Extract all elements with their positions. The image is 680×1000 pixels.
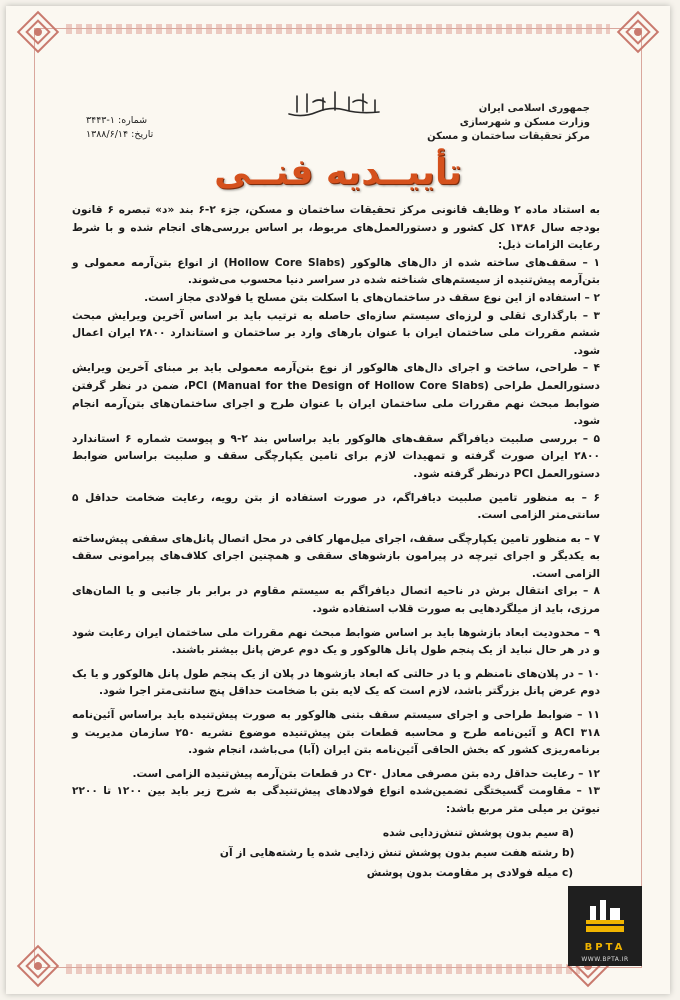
- clause-1: ۱ – سقف‌های ساخته شده از دال‌های هالوکور (Hollow Core Slabs) از انواع بتن‌آرمه معمولی و بتن‌آرمه پیش‌تنیده از سیستم‌های شناخته شده در سراسر دنیا محسوب می‌شوند.: [72, 256, 600, 287]
- org-line-3: مرکز تحقیقات ساختمان و مسکن: [427, 131, 590, 142]
- number-value: ۱-۳۴۴۳: [86, 115, 115, 126]
- list-item: [72, 843, 576, 863]
- bpta-logo[interactable]: [568, 886, 642, 966]
- organization-block: [427, 102, 590, 144]
- page-title: تأییــدیه فنــی: [214, 152, 462, 193]
- clause-3: ۳ – بارگذاری ثقلی و لرزه‌ای سیستم سازه‌ای حاصله به ترتیب باید بر اساس آخرین ویرایش مبحث ششم مقررات ملی ساختمان ایران با عنوان بارهای وارد بر ساختمان و استاندارد ۲۸۰۰ ایران اعمال شود.: [72, 309, 600, 357]
- list-letter: a): [562, 826, 574, 839]
- list-text: سیم بدون پوشش تنش‌زدایی شده: [382, 826, 559, 839]
- list-item: [72, 823, 576, 843]
- basmala-calligraphy-icon: [283, 88, 393, 122]
- list-item: [72, 863, 576, 883]
- clause-12: ۱۲ – رعایت حداقل رده بتن مصرفی معادل C۳۰ در قطعات بتن‌آرمه پیش‌تنیده الزامی است.: [132, 767, 600, 780]
- reference-block: [86, 114, 153, 142]
- document-page: [6, 6, 670, 994]
- org-line-2: وزارت مسکن و شهرسازی: [459, 117, 590, 128]
- steel-types-list: [72, 823, 576, 883]
- clause-8: ۸ – برای انتقال برش در ناحیه اتصال دیافراگم به سیستم مقاوم در برابر بار جانبی و یا المان‌های مرزی، باید از میلگردهایی به صورت قلاب استفاده شود.: [72, 585, 600, 616]
- clause-13: ۱۳ – مقاومت گسیختگی تضمین‌شده انواع فولادهای پیش‌تنیدگی به شرح زیر باید بین ۱۲۰۰ تا ۲۲۰۰ نیوتن بر میلی متر مربع باشد:: [72, 785, 600, 815]
- clause-7: ۷ – به منظور تامین یکپارچگی سقف، اجرای میل‌مهار کافی در محل اتصال پانل‌های سقفی پیش‌ساخته به یکدیگر و اجرای تیرچه در پیرامون بازشوهای سقفی و همچنین اجرای کلاف‌های پیرامونی سقف الزامی است.: [72, 532, 600, 580]
- corner-ornament-icon: [14, 942, 62, 990]
- document-body: [72, 202, 600, 883]
- logo-name: BPTA: [584, 942, 626, 953]
- list-text: رشته هفت سیم بدون پوشش تنش زدایی شده یا رشته‌هایی از آن: [219, 846, 559, 859]
- bpta-logo-icon: [582, 894, 628, 940]
- clause-9: ۹ – محدودیت ابعاد بازشوها باید بر اساس ضوابط مبحث نهم مقررات ملی ساختمان ایران رعایت شود و در هر حال نباید از یک پنجم طول پانل هالوکور و یک دوم عرض پانل بیشتر باشند.: [72, 626, 600, 657]
- list-letter: c): [562, 866, 574, 879]
- date-label: تاریخ:: [131, 129, 154, 140]
- clause-4: ۴ – طراحی، ساخت و اجرای دال‌های هالوکور از نوع بتن‌آرمه معمولی باید بر مبنای آخرین ویرایش دستورالعمل طراحی PCI (Manual for the Design of Hollow Core Slabs)، ضمن در نظر گرفتن ضوابط مبحث نهم مقررات ملی ساختمان ایران با عنوان طرح و اجرای ساختمان‌های بتن‌آرمه انجام شود.: [72, 362, 600, 428]
- corner-ornament-icon: [14, 8, 62, 56]
- clause-10: ۱۰ – در پلان‌های نامنظم و یا در حالتی که ابعاد بازشوها در پلان از یک پنجم طول پانل هالوکور و یا یک دوم عرض پانل بزرگتر باشد، لازم است که یک لایه بتن با ضخامت حداقل پنج سانتی‌متر اجرا شود.: [72, 667, 600, 698]
- letterhead: [46, 84, 630, 204]
- list-letter: b): [562, 846, 575, 859]
- clause-5: ۵ – بررسی صلبیت دیافراگم سقف‌های هالوکور باید براساس بند ۲-۹ و پیوست شماره ۶ استاندارد ۲۸۰۰ ایران صورت گرفته و تمهیدات لازم برای تامین یکپارچگی سقف و صلبیت براساس ضوابط دستورالعمل PCI درنظر گرفته شود.: [72, 432, 600, 480]
- clause-11: ۱۱ – ضوابط طراحی و اجرای سیستم سقف بتنی هالوکور به صورت پیش‌تنیده باید براساس آئین‌نامه ACI ۳۱۸ و آئین‌نامه طرح و محاسبه قطعات بتن پیش‌تنیده موضوع نشریه ۲۵۰ سازمان مدیریت و برنامه‌ریزی کشور که بخش الحاقی آئین‌نامه بتن ایران (آبا) می‌باشد، انجام شود.: [72, 709, 600, 757]
- logo-url: WWW.BPTA.IR: [581, 956, 629, 963]
- clause-2: ۲ – استفاده از این نوع سقف در ساختمان‌های با اسکلت بتن مسلح یا فولادی مجاز است.: [144, 291, 600, 304]
- org-line-1: جمهوری اسلامی ایران: [478, 103, 590, 114]
- corner-ornament-icon: [614, 8, 662, 56]
- clause-6: ۶ – به منظور تامین صلبیت دیافراگم، در صورت استفاده از بتن رویه، رعایت ضخامت حداقل ۵ سانتی‌متر الزامی است.: [72, 491, 600, 522]
- list-text: میله فولادی پر مقاومت بدون پوشش: [366, 866, 559, 879]
- intro-paragraph: به استناد ماده ۲ وظایف قانونی مرکز تحقیقات ساختمان و مسکن، جزء ۲-۶ بند «د» تبصره ۶ قانون بودجه سال ۱۳۸۶ کل کشور و دستورالعمل‌های مربوط، بر اساس بررسی‌های انجام شده و با شرط رعایت الزامات ذیل:: [72, 204, 601, 252]
- date-value: ۱۳۸۸/۶/۱۴: [86, 129, 129, 140]
- number-label: شماره:: [118, 115, 148, 126]
